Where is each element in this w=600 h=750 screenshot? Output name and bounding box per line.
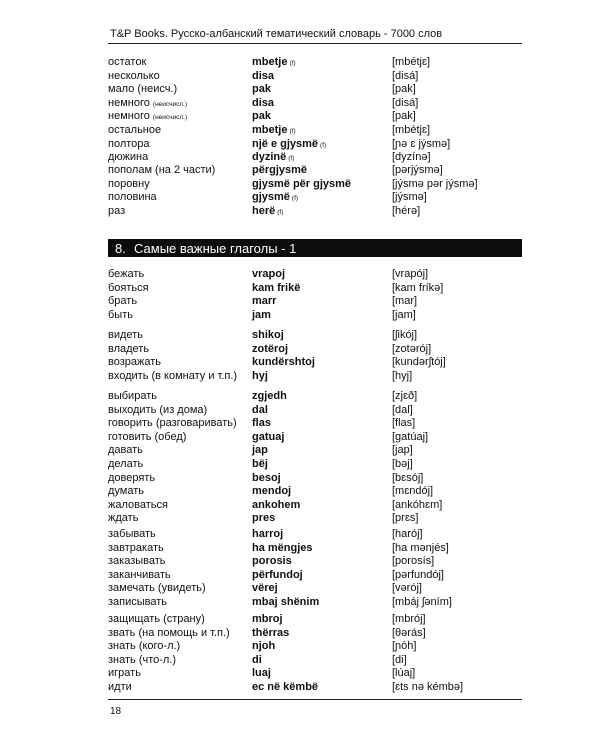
russian-word-text: говорить (разговаривать) — [108, 417, 237, 430]
albanian-word-text: njoh — [252, 640, 276, 653]
albanian-word-text: ha mëngjes — [252, 541, 313, 554]
russian-word-text: быть — [108, 308, 133, 321]
russian-word — [108, 138, 150, 152]
transcription: [lúaj] — [392, 667, 416, 680]
transcription: [zjɛð] — [392, 390, 418, 402]
albanian-word — [252, 295, 276, 309]
russian-word — [108, 83, 177, 97]
transcription: [zotərój] — [392, 342, 432, 355]
russian-word — [108, 681, 132, 695]
russian-word — [108, 70, 160, 84]
albanian-word-text: përgjysmë — [252, 164, 308, 176]
russian-word-text: раз — [108, 204, 126, 217]
albanian-word-text: thërras — [252, 626, 290, 639]
transcription: [bəj] — [392, 458, 413, 470]
russian-word-text: давать — [108, 444, 143, 457]
russian-word-text: выходить (из дома) — [108, 403, 208, 416]
albanian-word-text: mbetje — [252, 56, 288, 68]
transcription: [kundərʃtój] — [392, 356, 446, 369]
russian-word — [108, 268, 144, 282]
transcription: [vrapój] — [392, 268, 429, 280]
russian-word-text: немного — [108, 96, 150, 109]
albanian-word — [252, 417, 271, 431]
albanian-word — [252, 404, 268, 418]
russian-word — [108, 282, 149, 296]
russian-word — [108, 124, 161, 138]
albanian-word — [252, 356, 315, 370]
albanian-word-text: vërej — [252, 582, 278, 595]
russian-word — [108, 178, 150, 192]
albanian-word-text: pres — [252, 512, 276, 525]
russian-word — [108, 627, 230, 641]
transcription: [bɛsój] — [392, 471, 424, 484]
russian-word — [108, 613, 205, 627]
russian-word — [108, 404, 207, 418]
albanian-word — [252, 138, 326, 153]
russian-word — [108, 640, 180, 654]
russian-word-text: забывать — [108, 528, 156, 540]
russian-word-text: играть — [108, 667, 141, 680]
russian-word — [108, 205, 125, 219]
transcription: [mar] — [392, 295, 418, 308]
section-heading — [108, 239, 522, 257]
russian-word — [108, 295, 137, 309]
russian-word-text: думать — [108, 485, 145, 498]
albanian-word — [252, 627, 289, 641]
albanian-word-text: herë — [252, 204, 276, 217]
albanian-word — [252, 640, 275, 654]
transcription: [mbétjɛ] — [392, 123, 431, 136]
russian-word — [108, 542, 164, 556]
transcription: [vərój] — [392, 582, 422, 595]
albanian-word — [252, 555, 292, 569]
albanian-word-text: pak — [252, 110, 271, 123]
russian-word — [108, 431, 186, 445]
header-rule — [108, 43, 522, 44]
section-number: 8. — [115, 241, 126, 256]
transcription: [dyzínə] — [392, 151, 431, 164]
albanian-word — [252, 309, 271, 323]
transcription: [di] — [392, 653, 407, 666]
russian-word-text: дюжина — [108, 151, 149, 164]
russian-word-text: видеть — [108, 329, 143, 341]
russian-word-text: владеть — [108, 342, 150, 355]
transcription: [pərjýsmə] — [392, 164, 443, 176]
albanian-word — [252, 681, 318, 695]
albanian-word-text: hyj — [252, 369, 268, 382]
transcription: [ha mənjés] — [392, 541, 449, 554]
transcription: [disá] — [392, 69, 419, 82]
transcription: [hérə] — [392, 204, 421, 217]
running-header — [108, 26, 520, 44]
transcription: [gatúaj] — [392, 430, 429, 443]
russian-word-text: поровну — [108, 177, 150, 190]
russian-word — [108, 309, 133, 323]
albanian-word-text: mbroj — [252, 613, 283, 625]
russian-word-text: заказывать — [108, 555, 166, 568]
albanian-word-text: shikoj — [252, 329, 284, 341]
russian-word-text: ждать — [108, 512, 139, 525]
transcription: [kam fríkə] — [392, 281, 444, 294]
russian-word — [108, 569, 171, 583]
russian-word — [108, 164, 215, 178]
russian-word — [108, 110, 187, 125]
russian-word-text: мало (неисч.) — [108, 83, 178, 96]
albanian-word — [252, 613, 283, 627]
russian-word-text: знать (кого-л.) — [108, 640, 181, 653]
albanian-word-text: dyzinë — [252, 151, 287, 164]
albanian-word — [252, 528, 283, 542]
transcription: [pak] — [392, 83, 416, 96]
footer-rule — [108, 699, 522, 700]
page-number: 18 — [110, 706, 122, 717]
transcription: [jýsmə pər jýsmə] — [392, 177, 478, 190]
albanian-word-text: jam — [252, 308, 271, 321]
albanian-word — [252, 343, 288, 357]
albanian-word-text: gjysmë — [252, 191, 290, 204]
albanian-word — [252, 390, 287, 404]
albanian-word — [252, 329, 284, 343]
albanian-word-text: mendoj — [252, 485, 292, 498]
albanian-word — [252, 654, 262, 668]
albanian-word — [252, 191, 298, 206]
transcription: [jýsmə] — [392, 191, 427, 204]
section-title: Самые важные глаголы - 1 — [134, 241, 297, 256]
albanian-word — [252, 582, 278, 596]
albanian-word-text: harroj — [252, 528, 284, 540]
albanian-word — [252, 512, 275, 526]
albanian-word-text: gatuaj — [252, 430, 285, 443]
russian-word — [108, 582, 206, 596]
transcription: [jap] — [392, 444, 413, 457]
russian-word-text: пополам (на 2 части) — [108, 164, 216, 176]
albanian-word-text: kam frikë — [252, 281, 301, 294]
transcription: [ʃikój] — [392, 329, 418, 341]
russian-word — [108, 56, 146, 70]
russian-word-text: выбирать — [108, 390, 157, 402]
russian-word — [108, 654, 176, 668]
albanian-word — [252, 667, 271, 681]
russian-word-text: полтора — [108, 137, 150, 150]
russian-word — [108, 444, 143, 458]
albanian-word-text: luaj — [252, 667, 271, 680]
albanian-word — [252, 282, 300, 296]
transcription: [jam] — [392, 308, 416, 321]
albanian-word-text: porosis — [252, 555, 292, 568]
russian-word-text: делать — [108, 458, 144, 470]
albanian-word — [252, 444, 268, 458]
russian-word — [108, 97, 187, 112]
transcription: [porosís] — [392, 555, 435, 568]
transcription: [mbétjɛ] — [392, 56, 431, 68]
albanian-word-text: mbetje — [252, 123, 288, 136]
transcription: [dal] — [392, 403, 413, 416]
albanian-word — [252, 499, 300, 513]
albanian-word — [252, 431, 284, 445]
albanian-word — [252, 485, 291, 499]
russian-word-text: половина — [108, 191, 157, 204]
russian-word-text: возражать — [108, 356, 161, 369]
albanian-word-text: një e gjysmë — [252, 137, 319, 150]
russian-word — [108, 499, 168, 513]
russian-word — [108, 667, 141, 681]
albanian-word — [252, 124, 296, 139]
russian-word — [108, 390, 157, 404]
russian-word-text: входить (в комнату и т.п.) — [108, 369, 238, 382]
albanian-word-text: disa — [252, 69, 275, 82]
russian-word — [108, 555, 166, 569]
albanian-word-text: besoj — [252, 471, 281, 484]
albanian-word-text: dal — [252, 403, 268, 416]
albanian-word-text: ec në këmbë — [252, 680, 319, 693]
albanian-word — [252, 110, 271, 124]
russian-word-text: бояться — [108, 281, 149, 294]
usage-note: (неисчисл.) — [152, 114, 188, 122]
book-title: T&P Books. Русско-албанский тематический словарь - 7000 слов — [110, 28, 443, 40]
albanian-word-text: vrapoj — [252, 268, 286, 280]
transcription: [pak] — [392, 110, 416, 123]
transcription: [θərás] — [392, 626, 426, 639]
albanian-word-text: marr — [252, 295, 277, 308]
albanian-word-text: përfundoj — [252, 568, 303, 581]
transcription: [ɲə ɛ jýsmə] — [392, 137, 451, 150]
russian-word — [108, 343, 149, 357]
transcription: [ɛts nə kémbə] — [392, 680, 464, 693]
gender-marker: (f) — [277, 208, 284, 216]
transcription: [mbrój] — [392, 613, 426, 625]
russian-word — [108, 191, 157, 205]
transcription: [disá] — [392, 96, 419, 109]
albanian-word — [252, 178, 351, 192]
russian-word-text: записывать — [108, 595, 168, 608]
russian-word — [108, 417, 237, 431]
albanian-word — [252, 458, 268, 472]
russian-word — [108, 596, 167, 610]
transcription: [pərfundój] — [392, 568, 444, 581]
russian-word — [108, 151, 148, 165]
russian-word-text: готовить (обед) — [108, 430, 187, 443]
russian-word-text: завтракать — [108, 541, 164, 554]
albanian-word — [252, 56, 296, 71]
albanian-word — [252, 596, 319, 610]
russian-word — [108, 472, 155, 486]
russian-word — [108, 485, 144, 499]
russian-word-text: брать — [108, 295, 138, 308]
albanian-word-text: mbaj shënim — [252, 595, 320, 608]
russian-word — [108, 458, 143, 472]
albanian-word-text: ankohem — [252, 498, 301, 511]
albanian-word — [252, 205, 283, 220]
albanian-word-text: jap — [252, 444, 268, 457]
gender-marker: (f) — [320, 141, 327, 149]
albanian-word-text: di — [252, 653, 262, 666]
russian-word-text: защищать (страну) — [108, 613, 205, 625]
albanian-word — [252, 97, 274, 111]
albanian-word — [252, 268, 285, 282]
russian-word-text: бежать — [108, 268, 145, 280]
russian-word-text: знать (что-л.) — [108, 653, 177, 666]
transcription: [mɛndój] — [392, 485, 434, 498]
russian-word — [108, 528, 156, 542]
transcription: [ɲóh] — [392, 640, 417, 653]
russian-word — [108, 356, 161, 370]
transcription: [hyj] — [392, 369, 413, 382]
russian-word-text: жаловаться — [108, 498, 168, 511]
albanian-word-text: kundërshtoj — [252, 356, 315, 369]
russian-word-text: несколько — [108, 69, 160, 82]
albanian-word — [252, 569, 303, 583]
russian-word-text: замечать (увидеть) — [108, 582, 206, 595]
albanian-word — [252, 70, 274, 84]
russian-word-text: остальное — [108, 123, 162, 136]
transcription: [mbáj ʃəním] — [392, 595, 452, 608]
russian-word-text: заканчивать — [108, 568, 171, 581]
transcription: [ankóhɛm] — [392, 498, 443, 511]
russian-word-text: остаток — [108, 56, 147, 68]
albanian-word-text: gjysmë për gjysmë — [252, 177, 352, 190]
albanian-word-text: zgjedh — [252, 390, 287, 402]
albanian-word-text: flas — [252, 417, 271, 430]
transcription: [harój] — [392, 528, 423, 540]
russian-word — [108, 329, 143, 343]
albanian-word — [252, 370, 268, 384]
albanian-word-text: pak — [252, 83, 271, 96]
gender-marker: (f) — [288, 155, 295, 163]
albanian-word — [252, 164, 307, 178]
gender-marker: (f) — [291, 195, 299, 203]
gender-marker: (f) — [289, 127, 296, 135]
albanian-word-text: bëj — [252, 458, 268, 470]
russian-word-text: идти — [108, 680, 132, 693]
russian-word-text: немного — [108, 110, 150, 123]
transcription: [flas] — [392, 417, 416, 430]
albanian-word-text: zotëroj — [252, 342, 289, 355]
russian-word-text: доверять — [108, 471, 156, 484]
gender-marker: (f) — [289, 60, 296, 67]
russian-word-text: звать (на помощь и т.п.) — [108, 626, 230, 639]
russian-word — [108, 370, 237, 384]
albanian-word — [252, 83, 271, 97]
usage-note: (неисчисл.) — [152, 100, 188, 108]
albanian-word — [252, 472, 281, 486]
russian-word — [108, 512, 138, 526]
transcription: [prɛs] — [392, 512, 419, 525]
albanian-word — [252, 542, 313, 556]
albanian-word-text: disa — [252, 96, 275, 109]
